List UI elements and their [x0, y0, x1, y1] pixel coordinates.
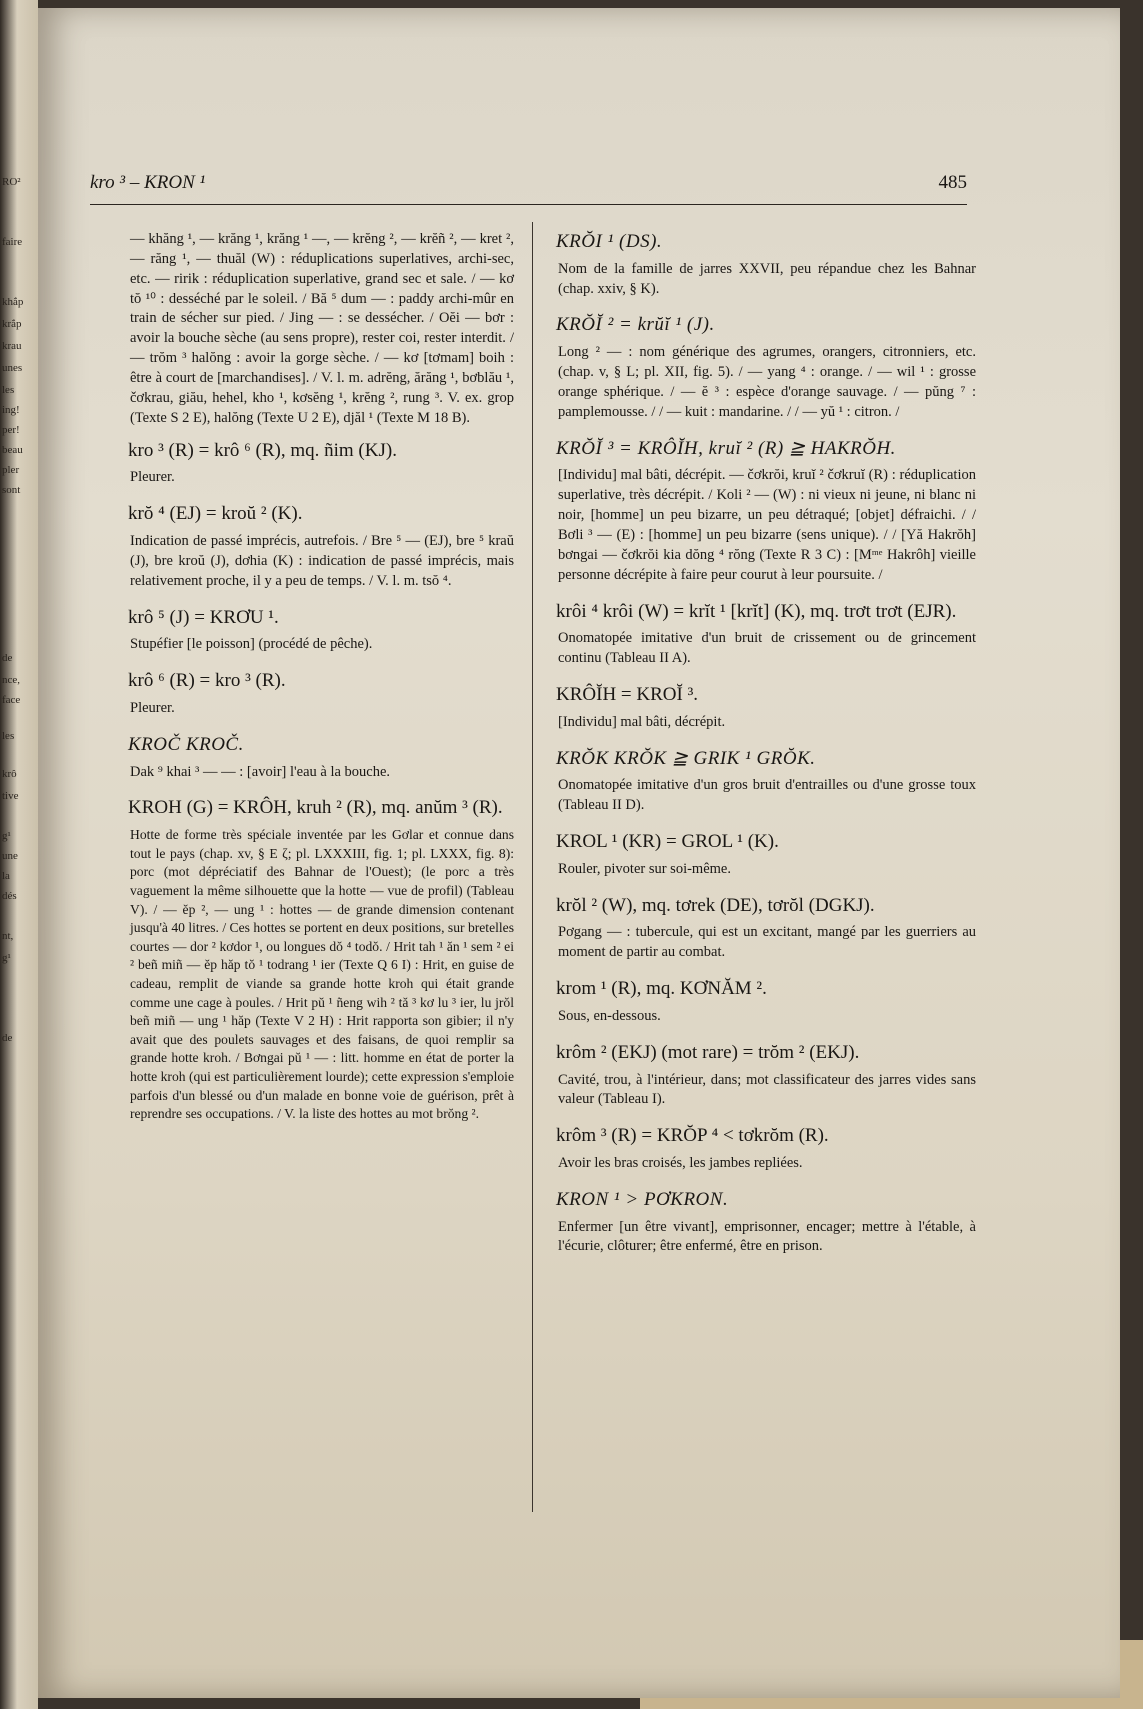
left-column	[128, 230, 514, 1138]
entry-headword: kro ³ (R) = krô ⁶ (R), mq. ñim (KJ).	[128, 439, 397, 461]
entry-definition: Pleurer.	[130, 469, 175, 486]
right-column	[556, 230, 976, 1271]
dictionary-entry	[556, 437, 976, 586]
entry-definition: Long ² — : nom générique des agrumes, orangers, citronniers, etc. (chap. v, § L; pl. XII, fig. 5). / — yang ⁴ : orange. / — wil ¹ : grosse orange sphérique. / — ĕ ³ : espèce d'orange sauvage. / — pŭng ⁷ : pamplemousse. / / — kuit : mandarine. / / — yŭ ¹ : citron. /	[558, 344, 976, 420]
dictionary-entry	[556, 313, 976, 422]
margin-fragment: krắp	[2, 318, 22, 330]
dictionary-entry	[556, 747, 976, 816]
dictionary-entry	[556, 894, 976, 963]
entry-definition: Onomatopée imitative d'un gros bruit d'entrailles ou d'une grosse toux (Tableau II D).	[558, 777, 976, 814]
dictionary-entry	[556, 1041, 976, 1110]
margin-fragment: nce,	[2, 674, 21, 686]
entry-definition: [Individu] mal bâti, décrépit.	[558, 713, 726, 730]
entry-definition: Stupéfier [le poisson] (procédé de pêche).	[130, 636, 373, 653]
entry-definition: Enfermer [un être vivant], emprisonner, encager; mettre à l'étable, à l'écurie, clôturer; être enfermé, être en prison.	[558, 1218, 976, 1255]
margin-fragment: les	[2, 384, 15, 396]
entry-headword: KRŎĬ ³ = KRÔĬH, kruĭ ² (R) ≧ HAKRŎH.	[556, 437, 896, 459]
entry-headword: KROH (G) = KRÔH, kruh ² (R), mq. anŭm ³ (R).	[128, 797, 503, 819]
entry-headword: krôm ² (EKJ) (mot rare) = trŏm ² (EKJ).	[556, 1041, 860, 1063]
dictionary-entry	[556, 977, 976, 1027]
entry-definition: Indication de passé imprécis, autrefois. / Bre ⁵ — (EJ), bre ⁵ kraŭ (J), bre kroŭ (J), dơhia (K) : indication de passé imprécis, mais relativement proche, il y a peu de temps. / V. l. m. tsŏ ⁴.	[130, 532, 514, 589]
entry-headword: KRŎI ¹ (DS).	[556, 231, 663, 252]
margin-fragment: nt,	[2, 930, 14, 942]
entry-headword: KROL ¹ (KR) = GROL ¹ (K).	[556, 831, 779, 853]
entry-headword: krŏl ² (W), mq. tơrek (DE), tơrŏl (DGKJ).	[556, 894, 875, 916]
margin-fragment: dés	[2, 890, 17, 902]
dictionary-entry	[128, 669, 514, 719]
running-head: kro ³ – KRON ¹	[90, 172, 206, 193]
entry-headword: KROČ KROČ.	[128, 733, 244, 755]
entry-definition: Pleurer.	[130, 699, 175, 716]
dictionary-entry	[128, 502, 514, 591]
dictionary-entry	[556, 1124, 976, 1174]
margin-fragment: face	[2, 694, 21, 706]
margin-fragment: g¹	[2, 830, 11, 842]
dictionary-entry	[128, 439, 514, 489]
facing-page-edge	[0, 0, 38, 1709]
margin-fragment: beau	[2, 444, 23, 456]
margin-fragment: de	[2, 652, 13, 664]
margin-fragment: de	[2, 1032, 13, 1044]
margin-fragment: krau	[2, 340, 22, 352]
entry-definition: Sous, en-dessous.	[558, 1007, 661, 1024]
column-divider	[532, 222, 533, 1512]
margin-fragment: pler	[2, 464, 20, 476]
dictionary-entry	[128, 796, 514, 1124]
margin-fragment: la	[2, 870, 10, 882]
entry-headword: krô ⁵ (J) = KRƠU ¹.	[128, 606, 279, 628]
page-number: 485	[938, 172, 967, 193]
margin-fragment: unes	[2, 362, 23, 374]
margin-fragment: les	[2, 730, 15, 742]
entry-definition: Nom de la famille de jarres XXVII, peu répandue chez les Bahnar (chap. xxiv, § K).	[558, 260, 976, 297]
entry-headword: krom ¹ (R), mq. KƠNĂM ².	[556, 978, 767, 1000]
entry-headword: KRON ¹ > PƠKRON.	[556, 1188, 729, 1210]
margin-fragment: khắp	[2, 296, 24, 308]
margin-fragment: ing!	[2, 404, 20, 416]
dictionary-entry	[128, 606, 514, 656]
dictionary-entry	[556, 1188, 976, 1257]
margin-fragment: g¹	[2, 952, 11, 964]
margin-fragment: une	[2, 850, 18, 862]
margin-fragment: faire	[2, 236, 23, 248]
page-header	[90, 172, 967, 202]
entry-definition: Pơgang — : tubercule, qui est un excitant, mangé par les guerriers au moment de partir au combat.	[558, 924, 976, 961]
entry-headword: KRŎĬ ² = krŭĭ ¹ (J).	[556, 314, 715, 336]
entry-headword: krŏ ⁴ (EJ) = kroŭ ² (K).	[128, 503, 303, 525]
entry-definition: [Individu] mal bâti, décrépit. — čơkrŏi, kruĭ ² čơkruĭ (R) : réduplication superlative, très décrépit. / Koli ² — (W) : ni vieux ni jeune, ni blanc ni noir, [homme] un peu bizarre, un peu détraqué; [objet] défraichi. / / Bơli ³ — (E) : [homme] un peu bizarre (sens unique). / / [Yă Hakrŏh] bơngai — čơkrŏi kia dŏng ⁴ rŏng (Texte R 3 C) : [Mᵐᵉ Hakrôh] vieille personne décrépite à faire peur courut à leur poursuite. /	[558, 467, 976, 583]
dictionary-entry	[556, 830, 976, 880]
entry-headword: KRÔĬH = KROĬ ³.	[556, 684, 699, 706]
entry-headword: krôi ⁴ krôi (W) = krĭt ¹ [krĭt] (K), mq. trơt trơt (EJR).	[556, 600, 957, 622]
entry-definition: Dak ⁹ khai ³ — — : [avoir] l'eau à la bouche.	[130, 763, 391, 780]
entry-definition: Avoir les bras croisés, les jambes repliées.	[558, 1155, 803, 1172]
dictionary-entry	[128, 733, 514, 783]
dictionary-entry	[556, 230, 976, 299]
entry-definition: Onomatopée imitative d'un bruit de crissement ou de grincement continu (Tableau II A).	[558, 630, 976, 667]
margin-fragment: RO²	[2, 176, 21, 188]
continued-entry: — khăng ¹, — krăng ¹, krăng ¹ —, — krĕng ², — krĕñ ², — kret ², — răng ¹, — thuăl (W) : réduplications superlatives, archi-sec, etc. — ririk : réduplication superlative, grand sec et sale. / — kơ tŏ ¹⁰ : desséché par le soleil. / Bă ⁵ dum — : paddy archi-mûr en train de sécher sur pied. / Jing — : se dessécher. / Oĕi — bơr : avoir la bouche sèche (au sens propre), rester coi, rester interdit. / — trŏm ³ halŏng : avoir la gorge sèche. / — kơ [tơmam] boih : être à court de [marchandises]. / V. l. m. adrĕng, ărăng ¹, bơblău ¹, čơkrau, giău, hehel, kho ¹, kơsĕng ¹, krĕng ², rung ³. V. ex. grop (Texte S 2 E), halŏng (Texte U 2 E), djăl ¹ (Texte M 18 B).	[130, 231, 514, 426]
entry-definition: Hotte de forme très spéciale inventée par les Gơlar et connue dans tout le pays (chap. xv, § E ζ; pl. LXXXIII, fig. 1; pl. LXXX, fig. 8): porc (mot dépréciatif des Bahnar de l'Ouest); (le porc a très vaguement la même silhouette que la hotte — vue de profil) (Tableau V). / — ĕp ², — ung ¹ : hottes — de grande dimension contenant jusqu'à 40 litres. / Ces hottes se portent en deux positions, sur bretelles courtes — dor ² kơdor ¹, ou longues dŏ ⁴ todŏ. / Hrit tah ¹ ăn ¹ sem ² ei ² beñ miñ — ĕp hăp tŏ ¹ todrang ¹ ier (Texte Q 6 I) : Hrit, en guise de cadeau, remplit de viande sa grande hotte kroh qui était grande comme une cage à poules. / Hrit pŭ ¹ ñeng wih ² tă ³ kơ lu ³ ier, lu jrŏl beñ miñ — ung ¹ hăp (Texte V 2 H) : Hrit rapporta son gibier; il n'y avait que des poulets sauvages et des faisans, de quoi remplir sa grande hotte kroh. / Bơngai pŭ ¹ — : litt. homme en état de porter la hotte kroh (qui est particulièrement lourde); cette expression s'emploie parfois d'un blessé ou d'un malade en bonne voie de guérison, prêt à reprendre ses occupations. / V. la liste des hottes au mot brŏng ².	[130, 827, 514, 1122]
margin-fragment: sont	[2, 484, 21, 496]
margin-fragment: tive	[2, 790, 19, 802]
entry-headword: krô ⁶ (R) = kro ³ (R).	[128, 670, 286, 692]
dictionary-entry	[556, 683, 976, 733]
margin-fragment: per!	[2, 424, 20, 436]
entry-definition: Rouler, pivoter sur soi-même.	[558, 860, 731, 877]
entry-definition: Cavité, trou, à l'intérieur, dans; mot classificateur des jarres vides sans valeur (Tableau I).	[558, 1071, 976, 1108]
entry-headword: krôm ³ (R) = KRŎP ⁴ < tơkrŏm (R).	[556, 1125, 829, 1147]
dictionary-entry	[556, 600, 976, 669]
entry-headword: KRŎK KRŎK ≧ GRIK ¹ GRŎK.	[556, 747, 816, 769]
margin-fragment: krô	[2, 768, 17, 780]
header-rule	[90, 204, 967, 205]
